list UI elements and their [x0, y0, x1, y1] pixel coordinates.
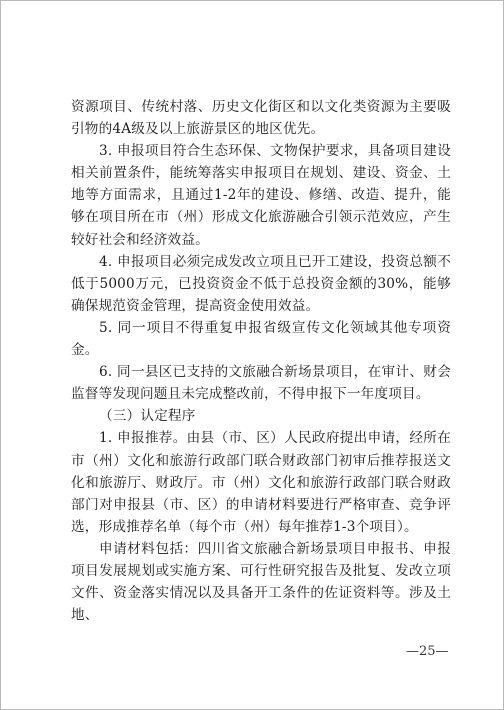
paragraph-continuation: 资源项目、传统村落、历史文化街区和以文化类资源为主要吸引物的4A级及以上旅游景区的地区优先。: [71, 99, 451, 138]
paragraph-item-4: 4. 申报项目必须完成发改立项且已开工建设，投资总额不低于5000万元，已投资资金不低于总投资金额的30%，能够确保规范资金管理，提高资金使用效益。: [71, 253, 451, 314]
section-heading: （三）认定程序: [99, 408, 196, 425]
paragraph-item-5: 5. 同一项目不得重复申报省级宣传文化领域其他专项资金。: [71, 319, 451, 359]
paragraph-application-recommendation: 1. 申报推荐。由县（市、区）人民政府提出申请，经所在市（州）文化和旅游行政部门联合财政部门初审后推荐报送文化和旅游厅、财政厅。市（州）文化和旅游行政部门联合财政部门对申报县（市、区）的申请材料要进行严格审查、竞争评选，形成推荐名单（每个市（州）每年推荐1-3个项目）。: [71, 430, 451, 535]
page-number: —25—: [406, 644, 449, 659]
document-body: [71, 96, 451, 626]
paragraph-item-6: 6. 同一县区已支持的文旅融合新场景项目，在审计、财会监督等发现问题且未完成整改前，不得申报下一年度项目。: [71, 364, 451, 403]
paragraph-application-materials: 申请材料包括：四川省文旅融合新场景项目申报书、申报项目发展规划或实施方案、可行性研究报告及批复、发改立项文件、资金落实情况以及具备开工条件的佐证资料等。涉及土地、: [71, 540, 451, 624]
paragraph-item-3: 3. 申报项目符合生态环保、文物保护要求，具备项目建设相关前置条件，能统筹落实申报项目在规划、建设、资金、土地等方面需求，且通过1-2年的建设、修缮、改造、提升，能够在项目所在市（州）形成文化旅游融合引领示范效应，产生较好社会和经济效益。: [71, 143, 451, 248]
